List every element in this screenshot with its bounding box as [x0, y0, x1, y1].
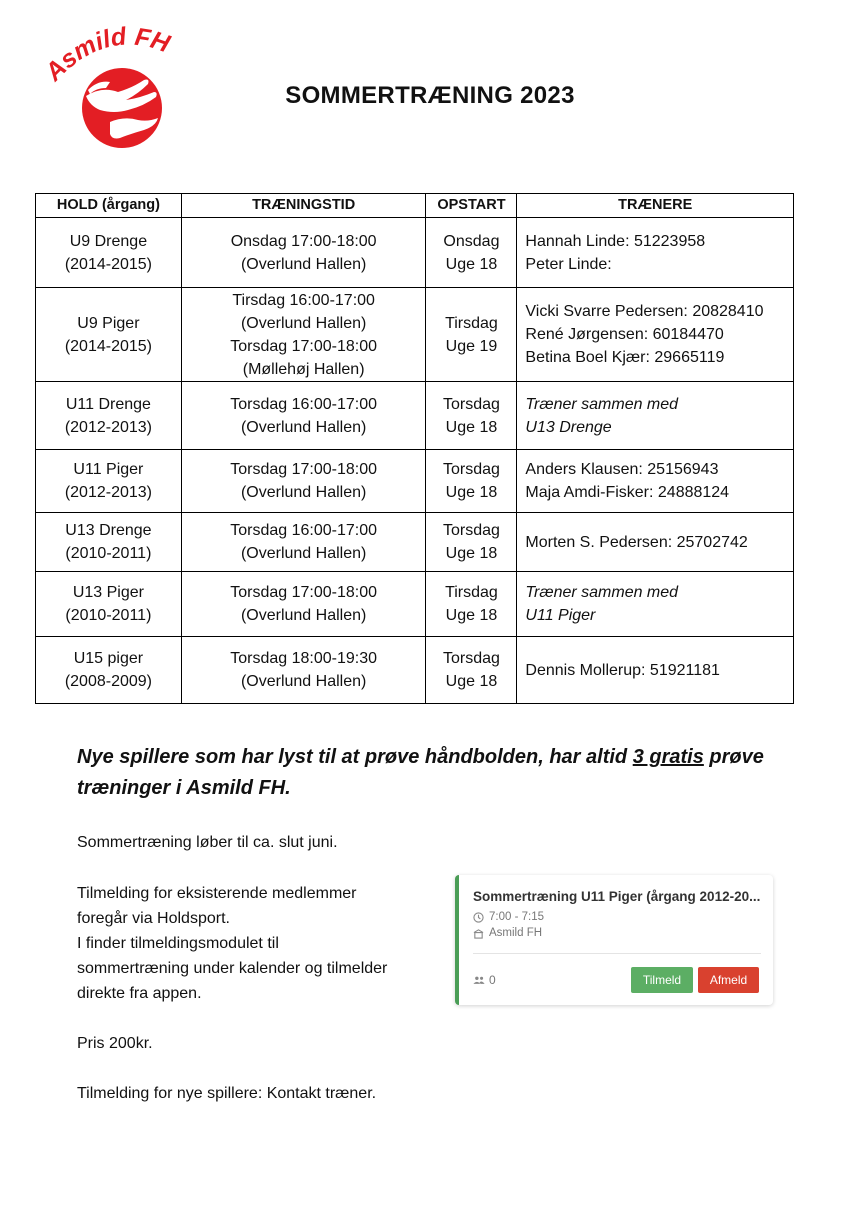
cell-traeningstid [181, 382, 426, 450]
table-row [36, 382, 794, 450]
table-row [36, 513, 794, 572]
cell-traenere [517, 572, 794, 637]
attendee-count [473, 973, 496, 987]
start-day: Tirsdag [445, 584, 498, 601]
coach-note: U11 Piger [525, 607, 596, 624]
coach: Anders Klausen: 25156943 [525, 461, 719, 478]
training-venue: (Overlund Hallen) [240, 673, 367, 690]
start-week: Uge 18 [445, 607, 498, 624]
start-week: Uge 18 [445, 545, 498, 562]
cell-hold [36, 382, 182, 450]
logo-text: Asmild FH [40, 26, 174, 87]
training-venue: (Overlund Hallen) [240, 545, 367, 562]
column-header-traenere: TRÆNERE [517, 194, 794, 218]
event-title[interactable]: Sommertræning U11 Piger (årgang 2012-20... [473, 889, 761, 904]
training-time: Onsdag 17:00-18:00 [230, 232, 377, 250]
column-header-traeningstid: TRÆNINGSTID [181, 194, 426, 218]
team-name: U11 Drenge [65, 395, 151, 413]
event-location [473, 927, 542, 939]
event-card[interactable] [455, 875, 773, 1005]
cell-opstart [426, 288, 517, 382]
table-row [36, 637, 794, 704]
training-venue: (Overlund Hallen) [240, 418, 367, 436]
coach: Peter Linde: [525, 255, 612, 273]
start-day: Onsdag [443, 232, 500, 250]
cell-hold [36, 288, 182, 382]
team-name: U9 Piger [77, 314, 140, 332]
coach-note: Træner sammen med [525, 584, 679, 601]
new-players-text: Tilmelding for nye spillere: Kontakt træner. [77, 1085, 377, 1102]
cell-opstart [426, 637, 517, 704]
signup-line: Tilmelding for eksisterende medlemmer [77, 885, 357, 902]
cell-traenere [517, 637, 794, 704]
training-time: Torsdag 17:00-18:00 [230, 584, 378, 601]
cell-traenere [517, 218, 794, 288]
cell-traenere [517, 450, 794, 513]
start-week: Uge 18 [445, 484, 498, 501]
event-time-text: 7:00 - 7:15 [489, 911, 544, 923]
start-day: Torsdag [442, 395, 500, 413]
cell-hold [36, 513, 182, 572]
team-years: (2014-2015) [64, 337, 152, 355]
team-name: U11 Piger [73, 461, 144, 478]
team-years: (2008-2009) [64, 673, 152, 690]
building-icon [473, 928, 484, 939]
table-header-row [36, 194, 794, 218]
event-time [473, 911, 544, 923]
training-venue: (Overlund Hallen) [240, 255, 367, 273]
team-name: U15 piger [73, 650, 144, 667]
afmeld-button[interactable]: Afmeld [698, 967, 759, 993]
event-location-text: Asmild FH [489, 927, 543, 939]
attendee-count-text: 0 [489, 973, 496, 987]
coach: Betina Boel Kjær: 29665119 [525, 349, 725, 366]
column-header-opstart: OPSTART [426, 194, 517, 218]
clock-icon [473, 912, 484, 923]
team-name: U13 Drenge [65, 522, 152, 539]
coach-note: Træner sammen med [525, 395, 679, 413]
team-years: (2010-2011) [65, 607, 152, 624]
training-time: Torsdag 18:00-19:30 [230, 650, 378, 667]
cell-traenere [517, 513, 794, 572]
training-venue: (Møllehøj Hallen) [242, 360, 365, 378]
card-divider [473, 953, 761, 954]
cell-traenere [517, 288, 794, 382]
schedule-table [35, 193, 794, 704]
signup-line: sommertræning under kalender og tilmelder [77, 960, 388, 977]
signup-line: foregår via Holdsport. [77, 910, 230, 927]
promo-text-end: prøve træninger i Asmild FH. [77, 746, 764, 799]
column-header-hold: HOLD (årgang) [36, 194, 182, 218]
team-years: (2010-2011) [65, 545, 152, 562]
cell-opstart [426, 382, 517, 450]
training-venue: (Overlund Hallen) [240, 607, 367, 624]
team-name: U9 Drenge [69, 232, 148, 250]
cell-hold [36, 572, 182, 637]
start-day: Torsdag [442, 650, 500, 667]
training-time: Torsdag 17:00-18:00 [230, 461, 378, 478]
signup-info [77, 881, 437, 1006]
cell-hold [36, 218, 182, 288]
promo-text [77, 742, 797, 804]
page-title: SOMMERTRÆNING 2023 [285, 82, 575, 109]
table-row [36, 218, 794, 288]
cell-traeningstid [181, 637, 426, 704]
cell-opstart [426, 572, 517, 637]
promo-text-start: Nye spillere som har lyst til at prøve håndbolden, har altid [77, 746, 633, 768]
team-years: (2012-2013) [64, 484, 152, 501]
start-day: Torsdag [442, 522, 500, 539]
start-day: Torsdag [442, 461, 500, 478]
cell-traeningstid [181, 513, 426, 572]
cell-opstart [426, 218, 517, 288]
cell-traeningstid [181, 572, 426, 637]
coach: Maja Amdi-Fisker: 24888124 [525, 484, 730, 501]
start-week: Uge 18 [445, 673, 498, 690]
table-row [36, 572, 794, 637]
training-time: Torsdag 17:00-18:00 [230, 337, 378, 355]
cell-traeningstid [181, 450, 426, 513]
price-text: Pris 200kr. [77, 1035, 153, 1052]
coach-note: U13 Drenge [525, 418, 612, 436]
asmild-fh-logo [40, 26, 190, 156]
training-time: Torsdag 16:00-17:00 [230, 522, 378, 539]
cell-traeningstid [181, 288, 426, 382]
tilmeld-button[interactable]: Tilmeld [631, 967, 693, 993]
training-venue: (Overlund Hallen) [240, 484, 367, 501]
cell-opstart [426, 450, 517, 513]
training-time: Torsdag 16:00-17:00 [230, 395, 378, 413]
training-venue: (Overlund Hallen) [240, 314, 367, 332]
coach: Morten S. Pedersen: 25702742 [525, 533, 748, 551]
cell-traenere [517, 382, 794, 450]
coach: Dennis Mollerup: 51921181 [525, 661, 720, 679]
coach: Hannah Linde: 51223958 [525, 232, 706, 250]
coach: Vicki Svarre Pedersen: 20828410 [525, 303, 764, 320]
team-years: (2014-2015) [64, 255, 152, 273]
coach: René Jørgensen: 60184470 [525, 326, 724, 343]
team-years: (2012-2013) [64, 418, 152, 436]
cell-hold [36, 450, 182, 513]
start-week: Uge 19 [445, 337, 498, 355]
season-end-text: Sommertræning løber til ca. slut juni. [77, 834, 338, 851]
start-week: Uge 18 [445, 418, 498, 436]
cell-hold [36, 637, 182, 704]
table-row [36, 450, 794, 513]
signup-line: direkte fra appen. [77, 985, 202, 1002]
team-name: U13 Piger [72, 584, 144, 601]
start-day: Tirsdag [445, 314, 498, 332]
cell-traeningstid [181, 218, 426, 288]
start-week: Uge 18 [445, 255, 498, 273]
table-row [36, 288, 794, 382]
people-icon [473, 975, 485, 985]
training-time: Tirsdag 16:00-17:00 [232, 291, 375, 309]
promo-free-trials: 3 gratis [632, 746, 704, 768]
cell-opstart [426, 513, 517, 572]
signup-line: I finder tilmeldingsmodulet til [77, 935, 279, 952]
